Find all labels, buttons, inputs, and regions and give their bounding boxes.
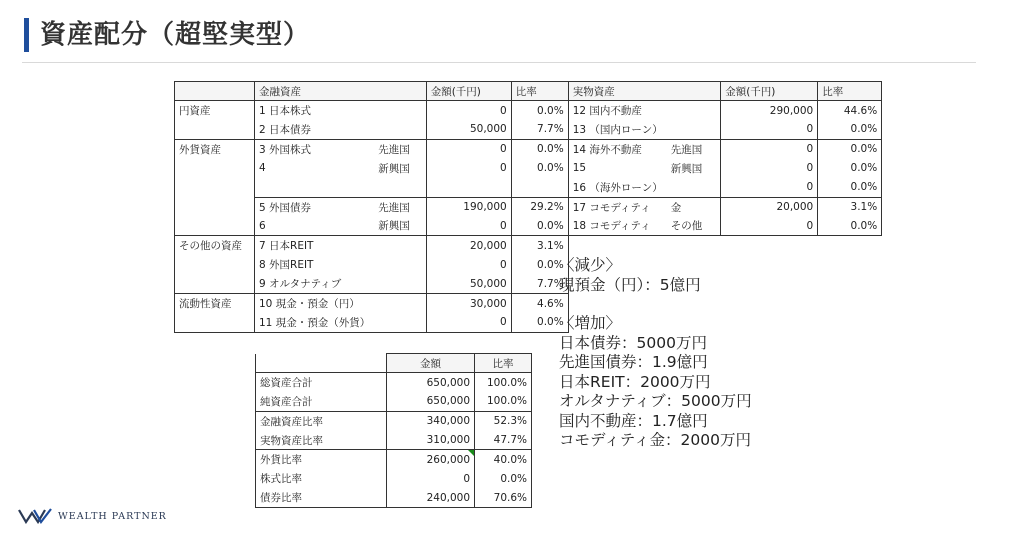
table-cell bbox=[175, 313, 255, 332]
table-cell: 円資産 bbox=[175, 101, 255, 120]
table-row bbox=[175, 313, 882, 332]
table-cell: 金 bbox=[667, 197, 721, 216]
table-cell: 16 （海外ローン） bbox=[572, 181, 663, 194]
table-cell: 0 bbox=[721, 120, 818, 139]
table-cell bbox=[374, 120, 426, 139]
title-accent-bar bbox=[24, 18, 29, 52]
table-cell: 13 （国内ローン） bbox=[572, 123, 663, 136]
table-cell bbox=[818, 236, 882, 255]
table-cell bbox=[374, 255, 426, 274]
table-cell: 5 外国債券 bbox=[255, 197, 375, 216]
table-cell bbox=[255, 178, 375, 197]
table-cell: 20,000 bbox=[426, 236, 511, 255]
asset-allocation-table bbox=[174, 81, 882, 333]
table-cell: 30,000 bbox=[426, 294, 511, 313]
summary-cell: 100.0% bbox=[475, 373, 532, 392]
table-cell bbox=[374, 313, 426, 332]
table-row bbox=[175, 197, 882, 216]
table-cell bbox=[175, 120, 255, 139]
summary-cell: 260,000 bbox=[387, 450, 475, 469]
table-cell bbox=[721, 236, 818, 255]
table-cell: 10 現金・預金（円） bbox=[255, 294, 375, 313]
table-cell: 11 現金・預金（外貨） bbox=[255, 313, 375, 332]
summary-cell: 340,000 bbox=[387, 411, 475, 430]
summary-row bbox=[256, 469, 532, 488]
table-cell: 0 bbox=[426, 313, 511, 332]
table-cell: 6 bbox=[259, 219, 266, 232]
table-cell: 0.0% bbox=[511, 313, 568, 332]
increase-item: 先進国債券：1.9億円 bbox=[559, 353, 708, 371]
header-cell: 金融資産 bbox=[255, 82, 375, 101]
summary-table bbox=[255, 353, 532, 508]
table-cell bbox=[818, 294, 882, 313]
page-title: 資産配分（超堅実型） bbox=[40, 20, 311, 50]
summary-cell: 52.3% bbox=[475, 411, 532, 430]
table-cell bbox=[175, 217, 255, 236]
table-row bbox=[175, 139, 882, 158]
table-cell: 3.1% bbox=[511, 236, 568, 255]
summary-cell: 純資産合計 bbox=[256, 392, 387, 411]
table-cell: 4 bbox=[259, 162, 266, 175]
table-cell: 0 bbox=[721, 139, 818, 158]
summary-header-row bbox=[256, 354, 532, 373]
table-cell: その他の資産 bbox=[175, 236, 255, 255]
table-cell: 0.0% bbox=[818, 159, 882, 178]
table-cell bbox=[374, 101, 426, 120]
summary-row bbox=[256, 373, 532, 392]
table-cell: その他 bbox=[667, 217, 721, 236]
table-cell: 190,000 bbox=[426, 197, 511, 216]
table-cell: 新興国 bbox=[667, 159, 721, 178]
increase-notes bbox=[559, 314, 752, 451]
table-cell: 17 コモディティ bbox=[568, 197, 667, 216]
summary-cell: 650,000 bbox=[387, 392, 475, 411]
table-cell: 50,000 bbox=[426, 274, 511, 293]
table-cell bbox=[568, 236, 667, 255]
table-cell: 0 bbox=[426, 255, 511, 274]
summary-cell: 40.0% bbox=[475, 450, 532, 469]
summary-cell: 株式比率 bbox=[256, 469, 387, 488]
header-cell bbox=[667, 82, 721, 101]
increase-item: 国内不動産：1.7億円 bbox=[559, 411, 708, 430]
decrease-notes bbox=[559, 256, 701, 295]
table-cell: 0.0% bbox=[511, 139, 568, 158]
table-cell bbox=[374, 236, 426, 255]
table-cell: 0.0% bbox=[818, 139, 882, 158]
table-cell bbox=[721, 274, 818, 293]
summary-row bbox=[256, 489, 532, 508]
table-cell bbox=[818, 313, 882, 332]
table-cell: 7.7% bbox=[511, 274, 568, 293]
header-cell bbox=[374, 82, 426, 101]
summary-cell: 650,000 bbox=[387, 373, 475, 392]
table-cell: 18 コモディティ bbox=[568, 217, 667, 236]
table-cell bbox=[667, 178, 721, 197]
table-row bbox=[175, 101, 882, 120]
table-cell bbox=[568, 294, 667, 313]
table-cell: 3 外国株式 bbox=[255, 139, 375, 158]
summary-row bbox=[256, 450, 532, 469]
title-divider bbox=[22, 62, 976, 63]
summary-cell: 債券比率 bbox=[256, 489, 387, 508]
table-cell: 0.0% bbox=[818, 120, 882, 139]
table-row bbox=[175, 274, 882, 293]
table-row bbox=[175, 159, 882, 178]
summary-cell: 47.7% bbox=[475, 431, 532, 450]
summary-header-cell bbox=[256, 354, 387, 373]
table-cell: 流動性資産 bbox=[175, 294, 255, 313]
summary-cell: 240,000 bbox=[387, 489, 475, 508]
increase-heading: 〈増加〉 bbox=[559, 314, 622, 332]
table-row bbox=[175, 255, 882, 274]
table-cell bbox=[374, 178, 426, 197]
table-cell: 0 bbox=[426, 101, 511, 120]
table-cell: 0.0% bbox=[511, 255, 568, 274]
summary-cell: 総資産合計 bbox=[256, 373, 387, 392]
summary-cell: 金融資産比率 bbox=[256, 411, 387, 430]
table-cell bbox=[374, 274, 426, 293]
table-cell: 15 bbox=[572, 162, 587, 175]
table-cell: 0.0% bbox=[511, 159, 568, 178]
table-cell: 14 海外不動産 bbox=[568, 139, 667, 158]
table-row bbox=[175, 294, 882, 313]
table-cell bbox=[667, 294, 721, 313]
table-cell: 0 bbox=[721, 159, 818, 178]
table-cell: 2 日本債券 bbox=[259, 123, 312, 136]
table-cell: 新興国 bbox=[374, 159, 426, 178]
summary-cell: 0 bbox=[387, 469, 475, 488]
table-cell bbox=[374, 294, 426, 313]
header-cell: 比率 bbox=[511, 82, 568, 101]
table-cell: 0.0% bbox=[511, 217, 568, 236]
table-row bbox=[175, 236, 882, 255]
header-cell: 比率 bbox=[818, 82, 882, 101]
header-cell: 金額(千円) bbox=[426, 82, 511, 101]
table-cell bbox=[175, 255, 255, 274]
summary-row bbox=[256, 392, 532, 411]
wealth-partner-logo-icon bbox=[18, 508, 52, 524]
header-cell: 金額(千円) bbox=[721, 82, 818, 101]
table-cell bbox=[175, 159, 255, 178]
table-cell: 8 外国REIT bbox=[259, 259, 314, 272]
table-cell: 0 bbox=[721, 178, 818, 197]
summary-cell: 外貨比率 bbox=[256, 450, 387, 469]
table-cell: 4.6% bbox=[511, 294, 568, 313]
table-cell bbox=[175, 178, 255, 197]
table-cell: 7.7% bbox=[511, 120, 568, 139]
table-cell: 290,000 bbox=[721, 101, 818, 120]
table-cell: 9 オルタナティブ bbox=[259, 278, 342, 291]
increase-item: コモディティ金：2000万円 bbox=[559, 431, 751, 449]
table-cell: 0 bbox=[426, 139, 511, 158]
table-cell bbox=[818, 274, 882, 293]
table-row bbox=[175, 120, 882, 139]
table-row bbox=[175, 178, 882, 197]
summary-header-cell: 金額 bbox=[387, 354, 475, 373]
table-cell: 先進国 bbox=[374, 197, 426, 216]
summary-cell: 70.6% bbox=[475, 489, 532, 508]
table-cell bbox=[667, 236, 721, 255]
table-cell bbox=[511, 178, 568, 197]
summary-row bbox=[256, 431, 532, 450]
table-cell bbox=[175, 197, 255, 216]
table-cell bbox=[667, 120, 721, 139]
header-cell bbox=[175, 82, 255, 101]
table-cell bbox=[721, 255, 818, 274]
table-cell: 0 bbox=[426, 217, 511, 236]
summary-cell: 100.0% bbox=[475, 392, 532, 411]
summary-row bbox=[256, 411, 532, 430]
table-cell: 7 日本REIT bbox=[255, 236, 375, 255]
table-row bbox=[175, 217, 882, 236]
table-cell: 0.0% bbox=[818, 178, 882, 197]
summary-cell: 0.0% bbox=[475, 469, 532, 488]
increase-item: 日本債券：5000万円 bbox=[559, 333, 707, 352]
table-cell: 0.0% bbox=[511, 101, 568, 120]
table-cell: 20,000 bbox=[721, 197, 818, 216]
table-cell bbox=[426, 178, 511, 197]
table-cell: 29.2% bbox=[511, 197, 568, 216]
decrease-item: 現預金（円）：5億円 bbox=[559, 275, 701, 294]
summary-header-cell: 比率 bbox=[475, 354, 532, 373]
company-logo bbox=[18, 508, 167, 524]
table-cell: 50,000 bbox=[426, 120, 511, 139]
table-cell: 0.0% bbox=[818, 217, 882, 236]
table-cell: 3.1% bbox=[818, 197, 882, 216]
table-cell: 12 国内不動産 bbox=[568, 101, 667, 120]
increase-item: オルタナティブ：5000万円 bbox=[559, 392, 752, 410]
table-cell: 新興国 bbox=[374, 217, 426, 236]
table-cell bbox=[818, 255, 882, 274]
summary-cell: 実物資産比率 bbox=[256, 431, 387, 450]
table-cell: 0 bbox=[721, 217, 818, 236]
logo-text: WEALTH PARTNER bbox=[58, 510, 167, 522]
table-cell: 外貨資産 bbox=[175, 139, 255, 158]
decrease-heading: 〈減少〉 bbox=[559, 256, 622, 274]
table-cell bbox=[721, 294, 818, 313]
table-cell: 先進国 bbox=[374, 139, 426, 158]
table-cell: 0 bbox=[426, 159, 511, 178]
table-header-row bbox=[175, 82, 882, 101]
header-cell: 実物資産 bbox=[568, 82, 667, 101]
table-cell: 1 日本株式 bbox=[255, 101, 375, 120]
table-cell: 先進国 bbox=[667, 139, 721, 158]
table-cell bbox=[667, 101, 721, 120]
table-cell bbox=[175, 274, 255, 293]
summary-cell: 310,000 bbox=[387, 431, 475, 450]
table-cell: 44.6% bbox=[818, 101, 882, 120]
increase-item: 日本REIT：2000万円 bbox=[559, 372, 711, 391]
